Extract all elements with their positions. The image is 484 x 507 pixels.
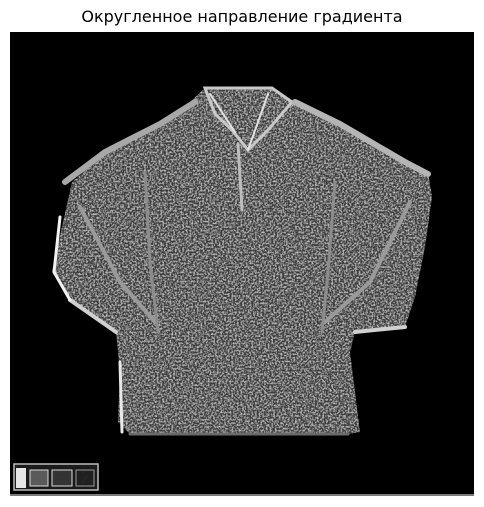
shirt-gradient-render — [10, 32, 474, 494]
figure-title: Округленное направление градиента — [81, 7, 403, 26]
gradient-image — [10, 32, 474, 496]
corner-tag — [14, 464, 98, 490]
